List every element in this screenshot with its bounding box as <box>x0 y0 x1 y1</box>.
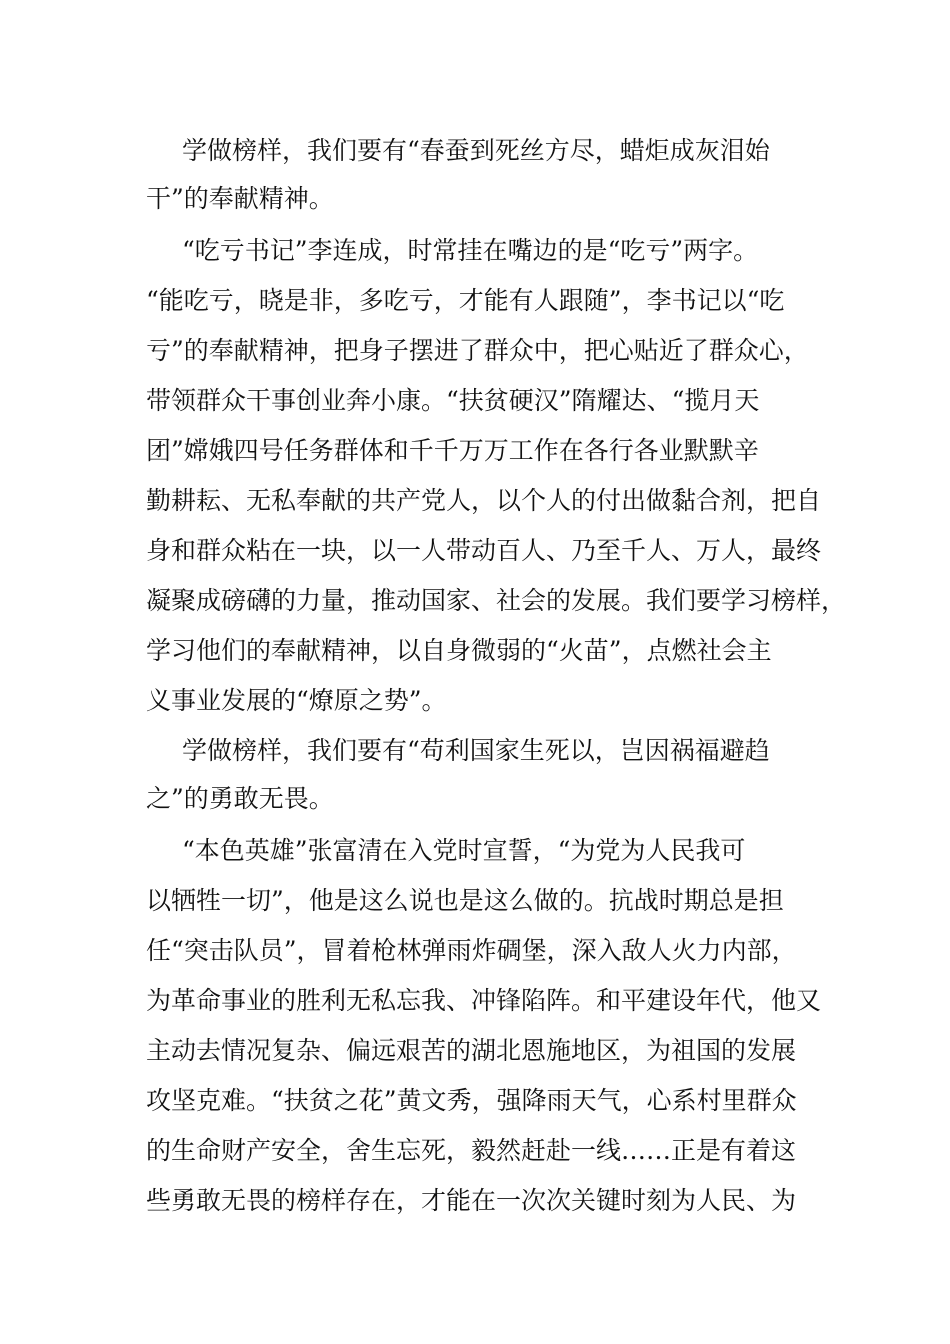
text-line: 凝聚成磅礴的力量，推动国家、社会的发展。我们要学习榜样， <box>146 586 847 615</box>
text-line: “能吃亏，晓是非，多吃亏，才能有人跟随”，李书记以“吃 <box>146 286 785 315</box>
text-line: 的生命财产安全，舍生忘死，毅然赶赴一线……正是有着这 <box>146 1136 797 1165</box>
text-line: 学做榜样，我们要有“苟利国家生死以，岂因祸福避趋 <box>182 736 770 765</box>
text-line: 主动去情况复杂、偏远艰苦的湖北恩施地区，为祖国的发展 <box>146 1036 797 1065</box>
text-line: “吃亏书记”李连成，时常挂在嘴边的是“吃亏”两字。 <box>182 236 759 265</box>
text-line: 为革命事业的胜利无私忘我、冲锋陷阵。和平建设年代，他又 <box>146 986 822 1015</box>
text-line: 学习他们的奉献精神，以自身微弱的“火苗”，点燃社会主 <box>146 636 772 665</box>
text-line: 带领群众干事创业奔小康。“扶贫硬汉”隋耀达、“揽月天 <box>146 386 760 415</box>
text-line: 些勇敢无畏的榜样存在，才能在一次次关键时刻为人民、为 <box>146 1186 797 1215</box>
text-line: “本色英雄”张富清在入党时宣誓，“为党为人民我可 <box>182 836 746 865</box>
text-line: 亏”的奉献精神，把身子摆进了群众中，把心贴近了群众心， <box>146 336 809 365</box>
text-line: 任“突击队员”，冒着枪林弹雨炸碉堡，深入敌人火力内部， <box>146 936 797 965</box>
text-line: 攻坚克难。“扶贫之花”黄文秀，强降雨天气，心系村里群众 <box>146 1086 797 1115</box>
text-line: 学做榜样，我们要有“春蚕到死丝方尽，蜡炬成灰泪始 <box>182 136 770 165</box>
text-line: 团”嫦娥四号任务群体和千千万万工作在各行各业默默辛 <box>146 436 759 465</box>
text-line: 勤耕耘、无私奉献的共产党人，以个人的付出做黏合剂，把自 <box>146 486 822 515</box>
text-line: 以牺牲一切”，他是这么说也是这么做的。抗战时期总是担 <box>146 886 784 915</box>
text-line: 干”的奉献精神。 <box>146 184 334 213</box>
text-line: 身和群众粘在一块，以一人带动百人、乃至千人、万人，最终 <box>146 536 822 565</box>
text-line: 义事业发展的“燎原之势”。 <box>146 686 447 715</box>
text-line: 之”的勇敢无畏。 <box>146 784 334 813</box>
